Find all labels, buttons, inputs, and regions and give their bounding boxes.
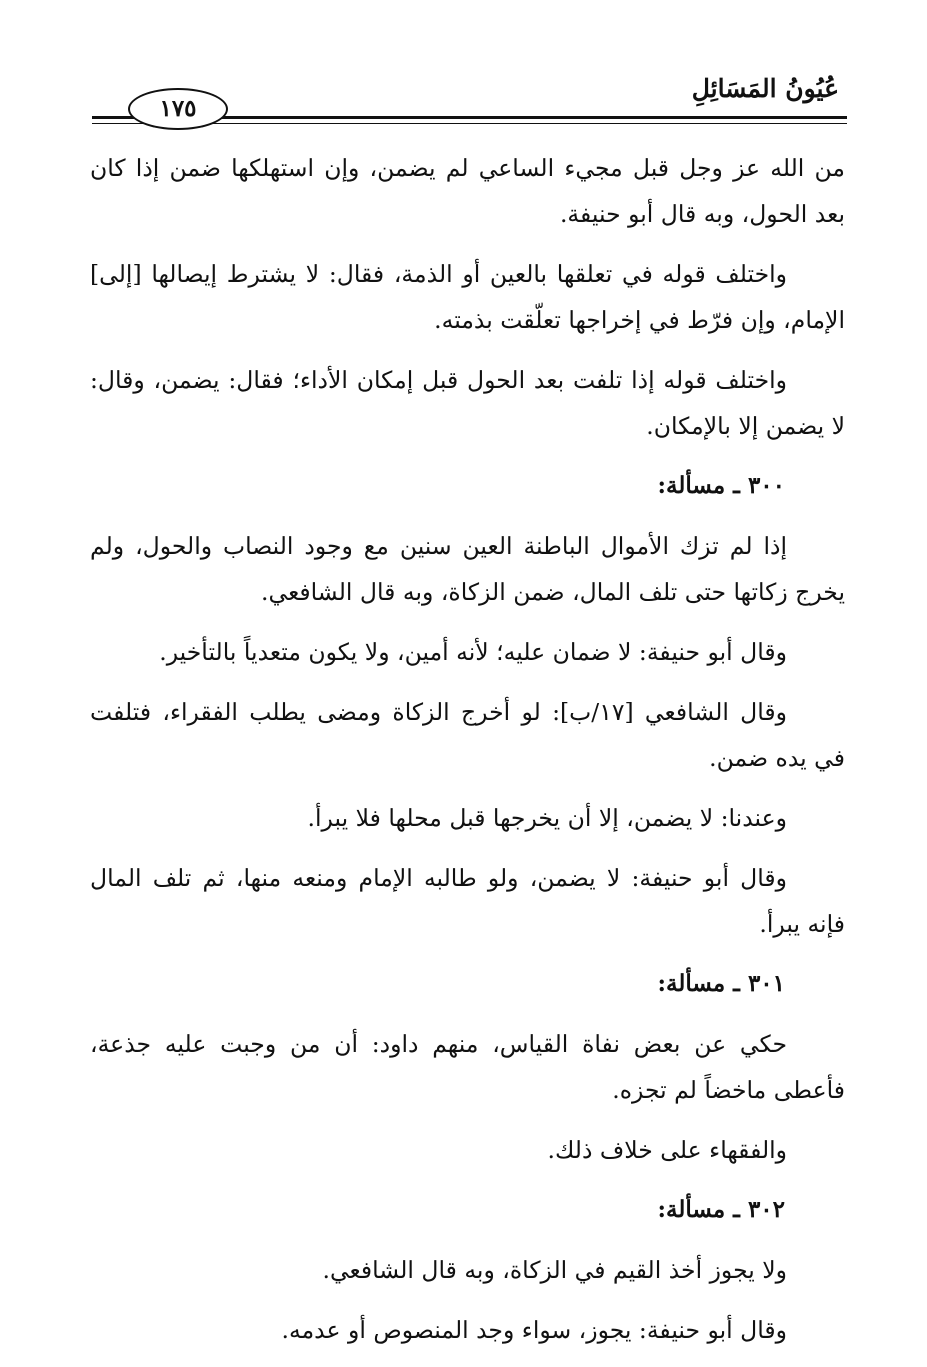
body-paragraph: وقال الشافعي [١٧/ب]: لو أخرج الزكاة ومضى يطلب الفقراء، فتلفت في يده ضمن. [90,698,845,772]
body-paragraph: إذا لم تزك الأموال الباطنة العين سنين مع وجود النصاب والحول، ولم يخرج زكاتها حتى تلف المال، ضمن الزكاة، وبه قال الشافعي. [90,532,845,606]
issue-heading: ٣٠٠ ـ مسألة: [657,472,785,499]
body-paragraph: واختلف قوله في تعلقها بالعين أو الذمة، فقال: لا يشترط إيصالها [إلى] الإمام، وإن فرّط في إخراجها تعلّقت بذمته. [90,260,845,334]
page-body-text [90,145,845,1367]
body-paragraph: وعندنا: لا يضمن، إلا أن يخرجها قبل محلها فلا يبرأ. [307,804,787,832]
body-paragraph: ولا يجوز أخذ القيم في الزكاة، وبه قال الشافعي. [322,1256,787,1284]
body-paragraph: وقال أبو حنيفة: لا يضمن، ولو طالبه الإمام ومنعه منها، ثم تلف المال فإنه يبرأ. [90,864,845,938]
issue-heading: ٣٠١ ـ مسألة: [657,970,785,997]
body-paragraph: وقال أبو حنيفة: لا ضمان عليه؛ لأنه أمين، ولا يكون متعدياً بالتأخير. [159,638,787,666]
body-paragraph: من الله عز وجل قبل مجيء الساعي لم يضمن، وإن استهلكها ضمن إذا كان بعد الحول، وبه قال أبو حنيفة. [90,154,845,228]
body-paragraph: والفقهاء على خلاف ذلك. [547,1136,787,1164]
running-header-title: عُيُونُ المَسَائِلِ [691,74,839,103]
body-paragraph: وقال أبو حنيفة: يجوز، سواء وجد المنصوص أو عدمه. [281,1316,787,1344]
body-paragraph: حكي عن بعض نفاة القياس، منهم داود: أن من وجبت عليه جذعة، فأعطى ماخضاً لم تجزه. [90,1030,845,1104]
issue-heading: ٣٠٢ ـ مسألة: [657,1196,785,1223]
body-paragraph: واختلف قوله إذا تلفت بعد الحول قبل إمكان الأداء؛ فقال: يضمن، وقال: لا يضمن إلا بالإمكان. [90,366,845,440]
page-number-badge: ١٧٥ [128,88,228,130]
